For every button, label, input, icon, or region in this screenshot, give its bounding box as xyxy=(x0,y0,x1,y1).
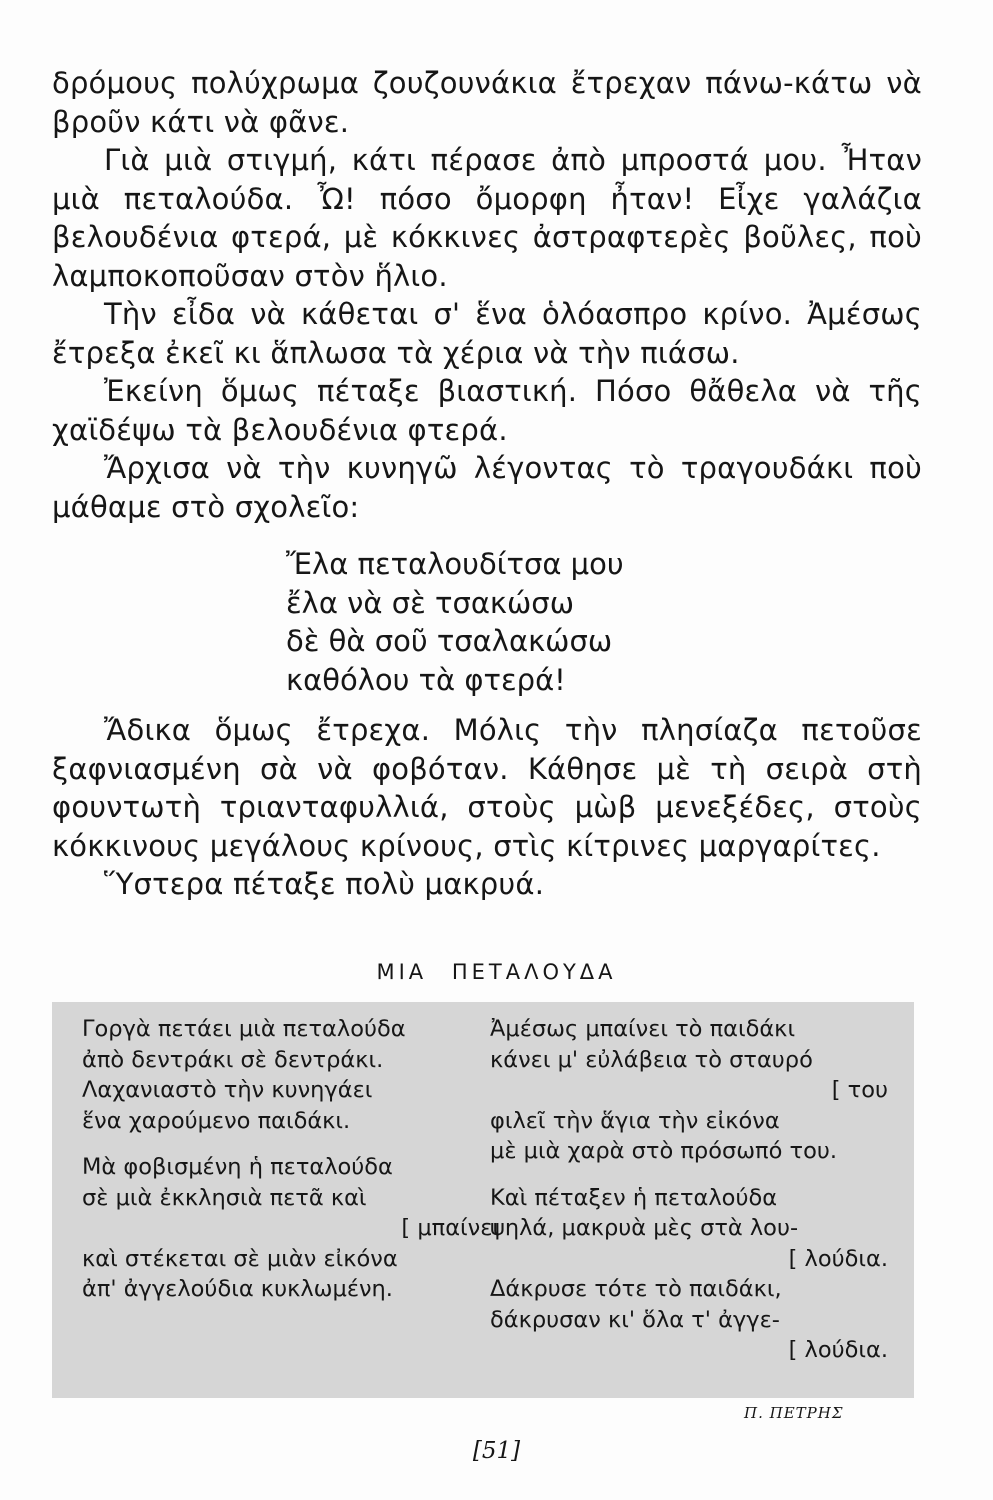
poem-line: Λαχανιαστὸ τὴν κυνηγάει xyxy=(82,1077,373,1103)
song-line: ἔλα νὰ σὲ τσακώσω xyxy=(286,585,574,620)
poem-line: ἀπὸ δεντράκι σὲ δεντράκι. xyxy=(82,1046,384,1073)
prose-section xyxy=(52,64,922,526)
poem-line: ἀπ' ἀγγελούδια κυκλωμένη. xyxy=(82,1276,393,1302)
song-line: καθόλου τὰ φτερά! xyxy=(286,662,566,697)
stanza-gap xyxy=(490,1167,900,1183)
paragraph: Ἄδικα ὅμως ἔτρεχα. Μόλις τὴν πλησίαζα πετοῦσε ξαφνιασμένη σὰ νὰ φοβόταν. Κάθησε μὲ τὴ σειρὰ στὴ φουντωτὴ τριανταφυλλιά, στοὺς μὼβ μενεξέδες, στοὺς κόκκινους μεγάλους κρίνους, στὶς κίτρινες μαργαρίτες. xyxy=(52,713,922,863)
poem-line: μὲ μιὰ χαρὰ στὸ πρόσωπό του. xyxy=(490,1138,838,1164)
paragraph: Ἐκείνη ὅμως πέταξε βιαστική. Πόσο θἄθελα νὰ τῆς χαϊδέψω τὰ βελουδένια φτερά. xyxy=(52,374,922,447)
page-number: [51] xyxy=(472,1438,521,1464)
poem-line: Δάκρυσε τότε τὸ παιδάκι, xyxy=(490,1276,782,1302)
poem-line: σὲ μιὰ ἐκκλησιὰ πετᾶ καὶ xyxy=(82,1184,367,1211)
paragraph: δρόμους πολύχρωμα ζουζουνάκια ἔτρεχαν πάνω-κάτω νὰ βροῦν κάτι νὰ φᾶνε. xyxy=(52,66,922,139)
paragraph: Γιὰ μιὰ στιγμή, κάτι πέρασε ἀπὸ μπροστά μου. Ἦταν μιὰ πεταλούδα. Ὦ! πόσο ὄμορφη ἦταν! Εἶχε γαλάζια βελουδένια φτερά, μὲ κόκκινες ἀστραφτερὲς βοῦλες, ποὺ λαμποκοποῦσαν στὸν ἥλιο. xyxy=(52,143,922,293)
poem-line: Καὶ πέταξεν ἡ πεταλούδα xyxy=(490,1184,778,1211)
poem-left-column xyxy=(82,1014,512,1305)
poem-line: κάνει μ' εὐλάβεια τὸ σταυρό xyxy=(490,1046,813,1073)
paragraph: Ὕστερα πέταξε πολὺ μακρυά. xyxy=(104,867,545,901)
poem-line: καὶ στέκεται σὲ μιὰν εἰκόνα xyxy=(82,1245,398,1272)
poem-right-column xyxy=(490,1014,900,1366)
poem-title: ΜΙΑ ΠΕΤΑΛΟΥΔΑ xyxy=(376,960,617,984)
poem-line: Μὰ φοβισμένη ἡ πεταλούδα xyxy=(82,1154,393,1180)
stanza-gap xyxy=(82,1136,512,1152)
paragraph: Τὴν εἶδα νὰ κάθεται σ' ἕνα ὁλόασπρο κρίνο. Ἀμέσως ἔτρεξα ἐκεῖ κι ἅπλωσα τὰ χέρια νὰ τὴν πιάσω. xyxy=(52,297,922,370)
poem-line-continuation: [ λούδια. xyxy=(788,1337,888,1363)
poem-line-continuation: [ μπαίνει xyxy=(401,1215,500,1241)
paragraph: Ἄρχισα νὰ τὴν κυνηγῶ λέγοντας τὸ τραγουδάκι ποὺ μάθαμε στὸ σχολεῖο: xyxy=(52,451,922,524)
poem-line: ψηλά, μακρυὰ μὲς στὰ λου- xyxy=(490,1215,799,1241)
song-line: Ἔλα πεταλουδίτσα μου xyxy=(286,547,624,581)
poem-author: Π. ΠΕΤΡΗΣ xyxy=(744,1404,844,1422)
poem-line-continuation: [ λούδια. xyxy=(788,1245,888,1272)
poem-line: Γοργὰ πετάει μιὰ πεταλούδα xyxy=(82,1016,406,1042)
poem-line: Ἀμέσως μπαίνει τὸ παιδάκι xyxy=(490,1016,796,1042)
song-verse xyxy=(286,545,624,699)
poem-line-continuation: [ του xyxy=(831,1077,888,1103)
poem-line: φιλεῖ τὴν ἅγια τὴν εἰκόνα xyxy=(490,1107,780,1134)
poem-box xyxy=(52,1002,914,1398)
poem-line: ἕνα χαρούμενο παιδάκι. xyxy=(82,1107,351,1134)
prose-section-continued xyxy=(52,711,922,904)
poem-line: δάκρυσαν κι' ὅλα τ' ἀγγε- xyxy=(490,1306,780,1333)
song-line: δὲ θὰ σοῦ τσαλακώσω xyxy=(286,624,613,658)
